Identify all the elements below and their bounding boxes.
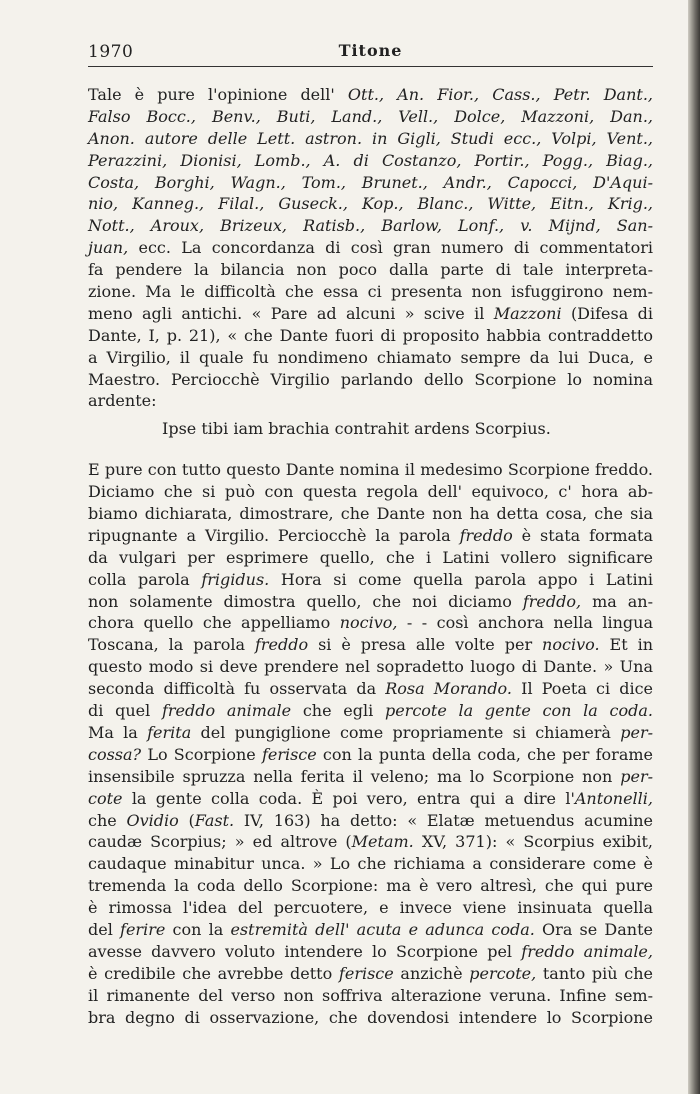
italic-run: ferisce — [338, 963, 394, 983]
text-run: colla parola — [88, 569, 202, 589]
text-run: che — [88, 810, 127, 830]
text-line — [88, 700, 653, 722]
text-line — [88, 237, 653, 259]
italic-run: Nott., Aroux, Brizeux, Ratisb., Barlow, Lonf., v. Mijnd, San- — [88, 216, 653, 236]
text-line — [88, 634, 653, 656]
text-line — [88, 150, 653, 172]
text-run: biamo dichiarata, dimostrare, che Dante non ha detta cosa, che sia — [88, 504, 653, 524]
italic-run: Mazzoni — [493, 303, 562, 323]
text-line — [88, 281, 653, 303]
text-line — [88, 172, 653, 194]
italic-run: Costa, Borghi, Wagn., Tom., Brunet., Andr., Capocci, D'Aqui- — [88, 172, 653, 192]
text-run: chora quello che appelliamo — [88, 613, 340, 633]
running-title: Titone — [338, 41, 403, 60]
text-run: il rimanente del verso non soffriva alterazione veruna. Infine sem- — [88, 985, 653, 1005]
text-line — [88, 810, 653, 832]
italic-run: ferita — [147, 722, 192, 742]
italic-run: ferisce — [261, 744, 317, 764]
text-line — [88, 612, 653, 634]
text-run: Diciamo che si può con questa regola dell' equivoco, c' hora ab- — [88, 482, 653, 502]
text-run: XV, 371): « Scorpius exibit, — [413, 832, 654, 852]
text-run: del — [88, 919, 121, 939]
text-line — [88, 744, 653, 766]
text-run: Tale è pure l'opinione dell' — [88, 85, 348, 104]
text-run: con la — [165, 919, 231, 939]
italic-run: freddo, — [522, 591, 582, 611]
text-line — [88, 325, 653, 347]
text-run: con la punta della coda, che per forame — [316, 744, 654, 764]
text-line — [88, 853, 653, 875]
italic-run: nio, Kanneg., Filal., Guseck., Kop., Blanc., Witte, Eitn., Krig., — [88, 194, 653, 214]
text-run: Lo Scorpione — [141, 744, 262, 764]
page-edge-shadow — [688, 0, 700, 1094]
italic-run: cossa? — [88, 744, 142, 764]
text-run: si è presa alle volte per — [308, 635, 543, 655]
text-run: (Difesa di — [561, 303, 654, 323]
text-run: non solamente dimostra quello, che noi diciamo — [88, 591, 523, 611]
text-run: meno agli antichi. « Pare ad alcuni » scive il — [88, 303, 494, 323]
text-run: la gente colla coda. È poi vero, entra qui a dire l' — [122, 788, 575, 808]
italic-run: estremità dell' acuta e adunca coda. — [230, 919, 535, 939]
text-run: Hora si come quella parola appo i Latini — [269, 569, 653, 589]
text-run: Ora se Dante — [534, 919, 653, 939]
text-line — [88, 547, 653, 569]
text-line — [88, 525, 653, 547]
text-run: fa pendere la bilancia non poco dalla parte di tale interpreta- — [88, 260, 653, 280]
text-line — [88, 503, 653, 525]
text-line — [88, 215, 653, 237]
text-run: ( — [178, 810, 195, 830]
text-run: zione. Ma le difficoltà che essa ci presenta non isfuggirono nem- — [88, 282, 653, 302]
text-line — [88, 831, 653, 853]
italic-run: Anon. autore delle Lett. astron. in Gigli, Studi ecc., Volpi, Vent., — [88, 128, 653, 148]
text-run: IV, 163) ha detto: « Elatæ metuendus acumine — [234, 810, 654, 830]
text-line — [88, 347, 653, 369]
italic-run: frigidus. — [201, 569, 270, 589]
text-run: insensibile spruzza nella ferita il veleno; ma lo Scorpione non — [88, 766, 621, 786]
italic-run: Rosa Morando. — [385, 679, 512, 699]
text-run: che egli — [291, 701, 385, 721]
paragraph-1 — [88, 84, 653, 412]
text-run: Dante, I, p. 21), « che Dante fuori di proposito habbia contraddetto — [88, 325, 653, 345]
text-run: ardente: — [88, 391, 157, 411]
text-line — [88, 193, 653, 215]
text-line — [88, 303, 653, 325]
italic-run: Fast. — [194, 810, 235, 830]
italic-run: per- — [620, 722, 654, 742]
text-line — [88, 106, 653, 128]
text-line — [88, 678, 653, 700]
text-run: a Virgilio, il quale fu nondimeno chiamato sempre da lui Duca, e — [88, 347, 653, 367]
text-line — [88, 722, 653, 744]
text-line — [88, 259, 653, 281]
text-line — [88, 569, 653, 591]
text-line — [88, 84, 653, 106]
text-run: è credibile che avrebbe detto — [88, 963, 339, 983]
text-run: anzichè — [393, 963, 470, 983]
text-line — [88, 919, 653, 941]
italic-run: freddo — [459, 525, 513, 545]
italic-run: Antonelli, — [574, 788, 653, 808]
header-rule — [88, 66, 653, 67]
text-run: ripugnante a Virgilio. Perciocchè la parola — [88, 525, 460, 545]
text-run: seconda difficoltà fu osservata da — [88, 679, 386, 699]
paragraph-2 — [88, 459, 653, 1028]
text-line — [88, 788, 653, 810]
text-line — [88, 128, 653, 150]
running-header — [88, 40, 653, 62]
text-run: E pure con tutto questo Dante nomina il medesimo Scorpione freddo. — [88, 460, 653, 480]
text-run: da vulgari per esprimere quello, che i Latini vollero significare — [88, 547, 653, 567]
text-run: Maestro. Perciocchè Virgilio parlando dello Scorpione lo nomina — [88, 369, 653, 389]
italic-run: Falso Bocc., Benv., Buti, Land., Vell., Dolce, Mazzoni, Dan., — [88, 106, 653, 126]
page-number: 1970 — [88, 42, 134, 62]
latin-quote: Ipse tibi iam brachia contrahit ardens Scorpius. — [162, 419, 551, 439]
text-run: ma an- — [581, 591, 653, 611]
text-run: tanto più che — [536, 963, 653, 983]
italic-run: juan, — [88, 238, 129, 258]
italic-run: nocivo. — [542, 635, 600, 655]
text-run: tremenda la coda dello Scorpione: ma è vero altresì, che qui pure — [88, 876, 653, 896]
text-run: - - così anchora nella lingua — [397, 613, 653, 633]
text-run: è rimossa l'idea del percuotere, e invece viene insinuata quella — [88, 898, 653, 918]
italic-run: percote, — [469, 963, 537, 983]
text-line — [88, 369, 653, 391]
italic-run: freddo animale — [161, 701, 292, 721]
text-line — [88, 875, 653, 897]
text-run: avesse davvero voluto intendere lo Scorpione pel — [88, 941, 522, 961]
italic-run: freddo animale, — [521, 941, 653, 961]
text-run: Et in — [599, 635, 653, 655]
text-line — [88, 459, 653, 481]
italic-run: ferire — [120, 919, 166, 939]
italic-run: Ott., An. Fior., Cass., Petr. Dant., — [347, 85, 653, 104]
text-line — [88, 481, 653, 503]
italic-run: cote — [88, 788, 123, 808]
italic-run: per- — [620, 766, 653, 786]
text-run: del pungiglione come propriamente si chiamerà — [191, 722, 621, 742]
italic-run: nocivo, — [339, 613, 398, 633]
text-line — [88, 656, 653, 678]
text-line — [88, 766, 653, 788]
text-run: di quel — [88, 701, 162, 721]
text-line — [88, 963, 653, 985]
text-line — [88, 1007, 653, 1029]
text-run: Il Poeta ci dice — [512, 679, 653, 699]
italic-run: percote la gente con la coda. — [384, 701, 654, 721]
text-run: caudæ Scorpius; » ed altrove ( — [88, 832, 352, 852]
text-run: bra degno di osservazione, che dovendosi intendere lo Scorpione — [88, 1007, 653, 1027]
italic-run: Perazzini, Dionisi, Lomb., A. di Costanzo, Portir., Pogg., Biag., — [88, 150, 653, 170]
text-line — [88, 941, 653, 963]
body-text — [88, 84, 653, 1028]
italic-run: Ovidio — [126, 810, 179, 830]
text-run: Ma la — [88, 722, 148, 742]
italic-run: freddo — [254, 635, 309, 655]
italic-run: Metam. — [351, 832, 414, 852]
text-line — [88, 897, 653, 919]
text-line — [88, 985, 653, 1007]
text-run: è stata formata — [512, 525, 653, 545]
text-line — [88, 390, 653, 412]
text-run: caudaque minabitur unca. » Lo che richiama a considerare come è — [88, 854, 653, 874]
text-run: Toscana, la parola — [88, 635, 255, 655]
text-run: questo modo si deve prendere nel sopradetto luogo di Dante. » Una — [88, 657, 653, 677]
text-run: ecc. La concordanza di così gran numero di commentatori — [128, 238, 653, 258]
text-line — [88, 591, 653, 613]
